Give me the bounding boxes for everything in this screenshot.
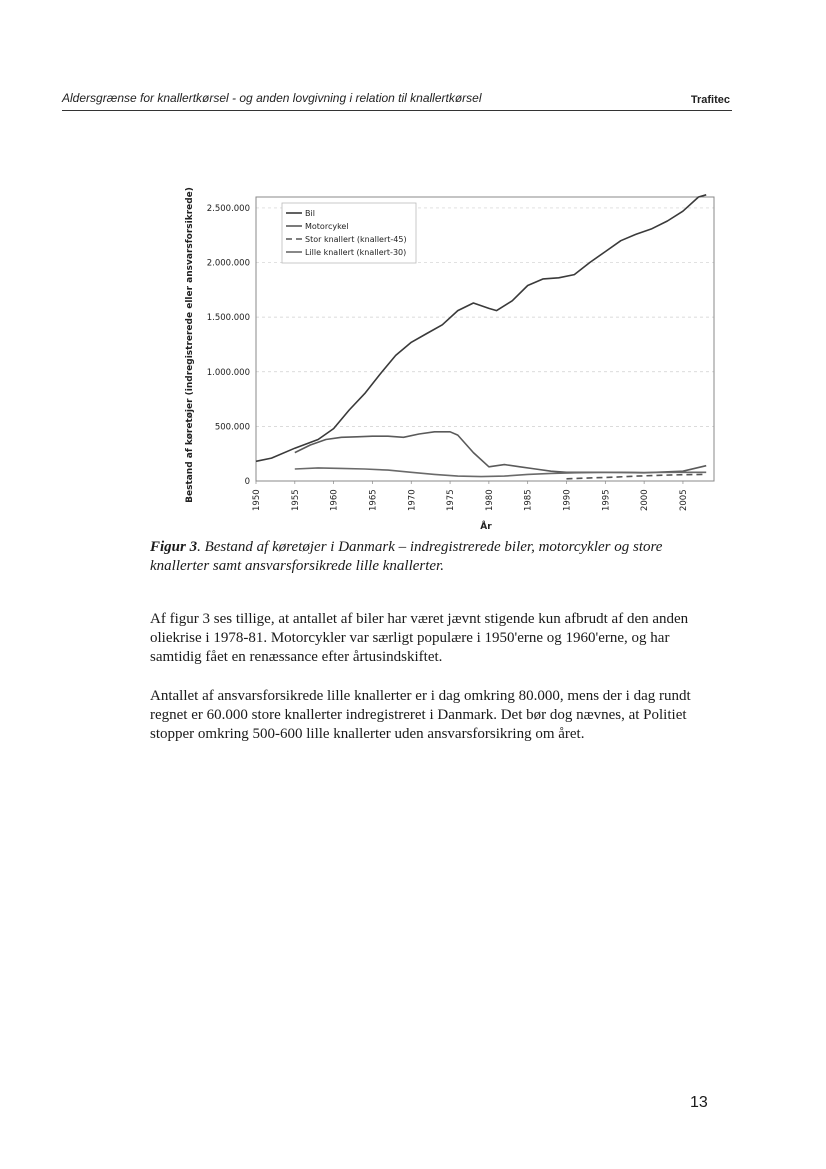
y-tick-label: 1.000.000 bbox=[206, 367, 250, 378]
legend-label: Bil bbox=[305, 209, 315, 218]
x-tick-label: 1975 bbox=[446, 489, 457, 511]
series-line-3 bbox=[567, 474, 707, 478]
legend-label: Lille knallert (knallert-30) bbox=[305, 248, 407, 257]
y-tick-label: 1.500.000 bbox=[206, 313, 250, 324]
page-number: 13 bbox=[690, 1094, 708, 1111]
x-tick-label: 1970 bbox=[407, 489, 418, 511]
series-line-2 bbox=[295, 432, 706, 473]
figure-caption bbox=[150, 538, 720, 576]
vehicle-stock-chart bbox=[176, 185, 736, 540]
chart-legend bbox=[282, 203, 416, 263]
x-tick-label: 1955 bbox=[290, 489, 301, 511]
page-header bbox=[62, 90, 732, 111]
caption-label: Figur 3 bbox=[150, 539, 198, 555]
x-tick-label: 2000 bbox=[640, 489, 651, 511]
header-title: Aldersgrænse for knallertkørsel - og anden lovgivning i relation til knallertkørsel bbox=[62, 91, 482, 105]
caption-text: . Bestand af køretøjer i Danmark – indregistrerede biler, motorcykler og store knallerter samt ansvarsforsikrede lille knallerter. bbox=[150, 539, 663, 574]
x-tick-label: 1960 bbox=[329, 489, 340, 511]
x-tick-label: 1980 bbox=[484, 489, 495, 511]
x-tick-label: 1990 bbox=[562, 489, 573, 511]
x-axis-label: År bbox=[480, 522, 492, 532]
legend-label: Motorcykel bbox=[305, 222, 349, 231]
paragraph-1: Af figur 3 ses tillige, at antallet af biler har været jævnt stigende kun afbrudt af den anden oliekrise i 1978-81. Motorcykler var særligt populære i 1950'erne og 1960'erne, og har samtidig fået en renæssance efter årtusindskiftet. bbox=[150, 611, 689, 665]
header-brand: Trafitec bbox=[690, 94, 730, 106]
paragraph-2: Antallet af ansvarsforsikrede lille knallerter er i dag omkring 80.000, mens der i dag rundt regnet er 60.000 store knallerter indregistreret i Danmark. Det bør dog nævnes, at Politiet stopper omkring 500-600 lille knallerter uden ansvarsforsikring om året. bbox=[150, 688, 691, 742]
y-tick-label: 500.000 bbox=[214, 422, 250, 433]
y-axis-label: Bestand af køretøjer (indregistrerede eller ansvarsforsikrede) bbox=[185, 187, 195, 503]
x-tick-label: 1985 bbox=[523, 489, 534, 511]
legend-label: Stor knallert (knallert-45) bbox=[305, 235, 407, 244]
x-tick-label: 1950 bbox=[252, 489, 262, 511]
x-tick-label: 1995 bbox=[601, 489, 612, 511]
y-tick-label: 2.500.000 bbox=[206, 203, 250, 214]
y-tick-label: 0 bbox=[244, 477, 250, 487]
series-line-4 bbox=[295, 468, 706, 477]
y-tick-label: 2.000.000 bbox=[206, 258, 250, 269]
x-tick-label: 2005 bbox=[678, 489, 689, 511]
x-tick-label: 1965 bbox=[368, 489, 379, 511]
